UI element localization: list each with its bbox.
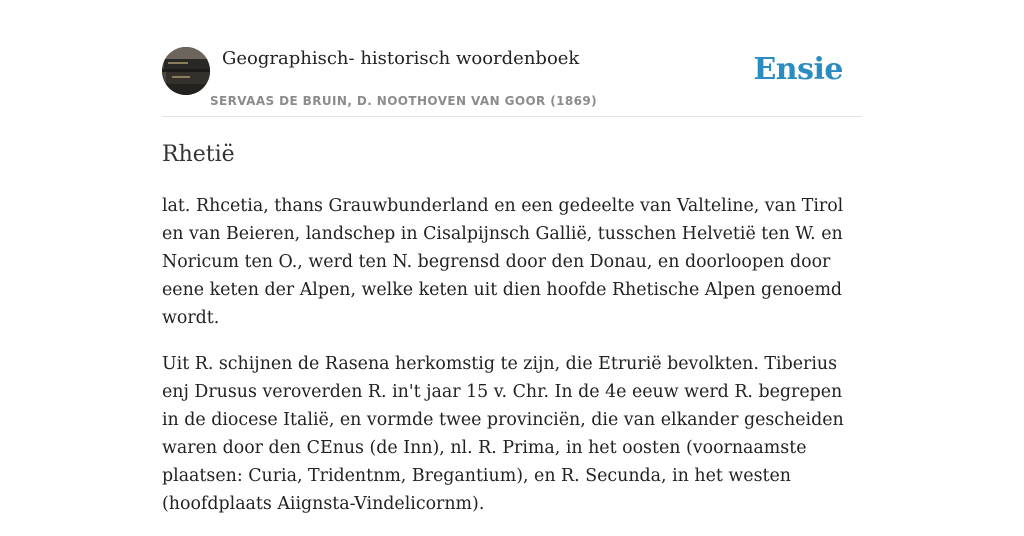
page: [162, 0, 862, 514]
book-title[interactable]: Geographisch- historisch woordenboek: [222, 48, 580, 69]
entry-paragraph: lat. Rhcetia, thans Grauwbunderland en een gedeelte van Valteline, van Tirol en van Beieren, landschep in Cisalpijnsch Gallië, tusschen Helvetië ten W. en Noricum ten O., werd ten N. begrensd door den Donau, en doorloopen door eene keten der Alpen, welke keten uit dien hoofde Rhetische Alpen genoemd wordt.: [162, 196, 844, 328]
book-authors: SERVAAS DE BRUIN, D. NOOTHOVEN VAN GOOR (1869): [210, 94, 598, 108]
header: [162, 0, 862, 117]
ensie-logo[interactable]: Ensie: [753, 52, 843, 87]
entry-paragraph: Uit R. schijnen de Rasena herkomstig te zijn, die Etrurië bevolkten. Tiberius enj Drusus veroverden R. in't jaar 15 v. Chr. In de 4e eeuw werd R. begrepen in de diocese Italië, en vormde twee provinciën, die van elkander gescheiden waren door den CEnus (de Inn), nl. R. Prima, in het oosten (voornaamste plaatsen: Curia, Tridentnm, Bregantium), en R. Secunda, in het westen (hoofdplaats Aiignsta-Vindelicornm).: [162, 354, 844, 514]
entry-content: [162, 192, 862, 536]
entry-title: Rhetië: [162, 142, 235, 167]
book-cover-icon[interactable]: [162, 47, 210, 95]
